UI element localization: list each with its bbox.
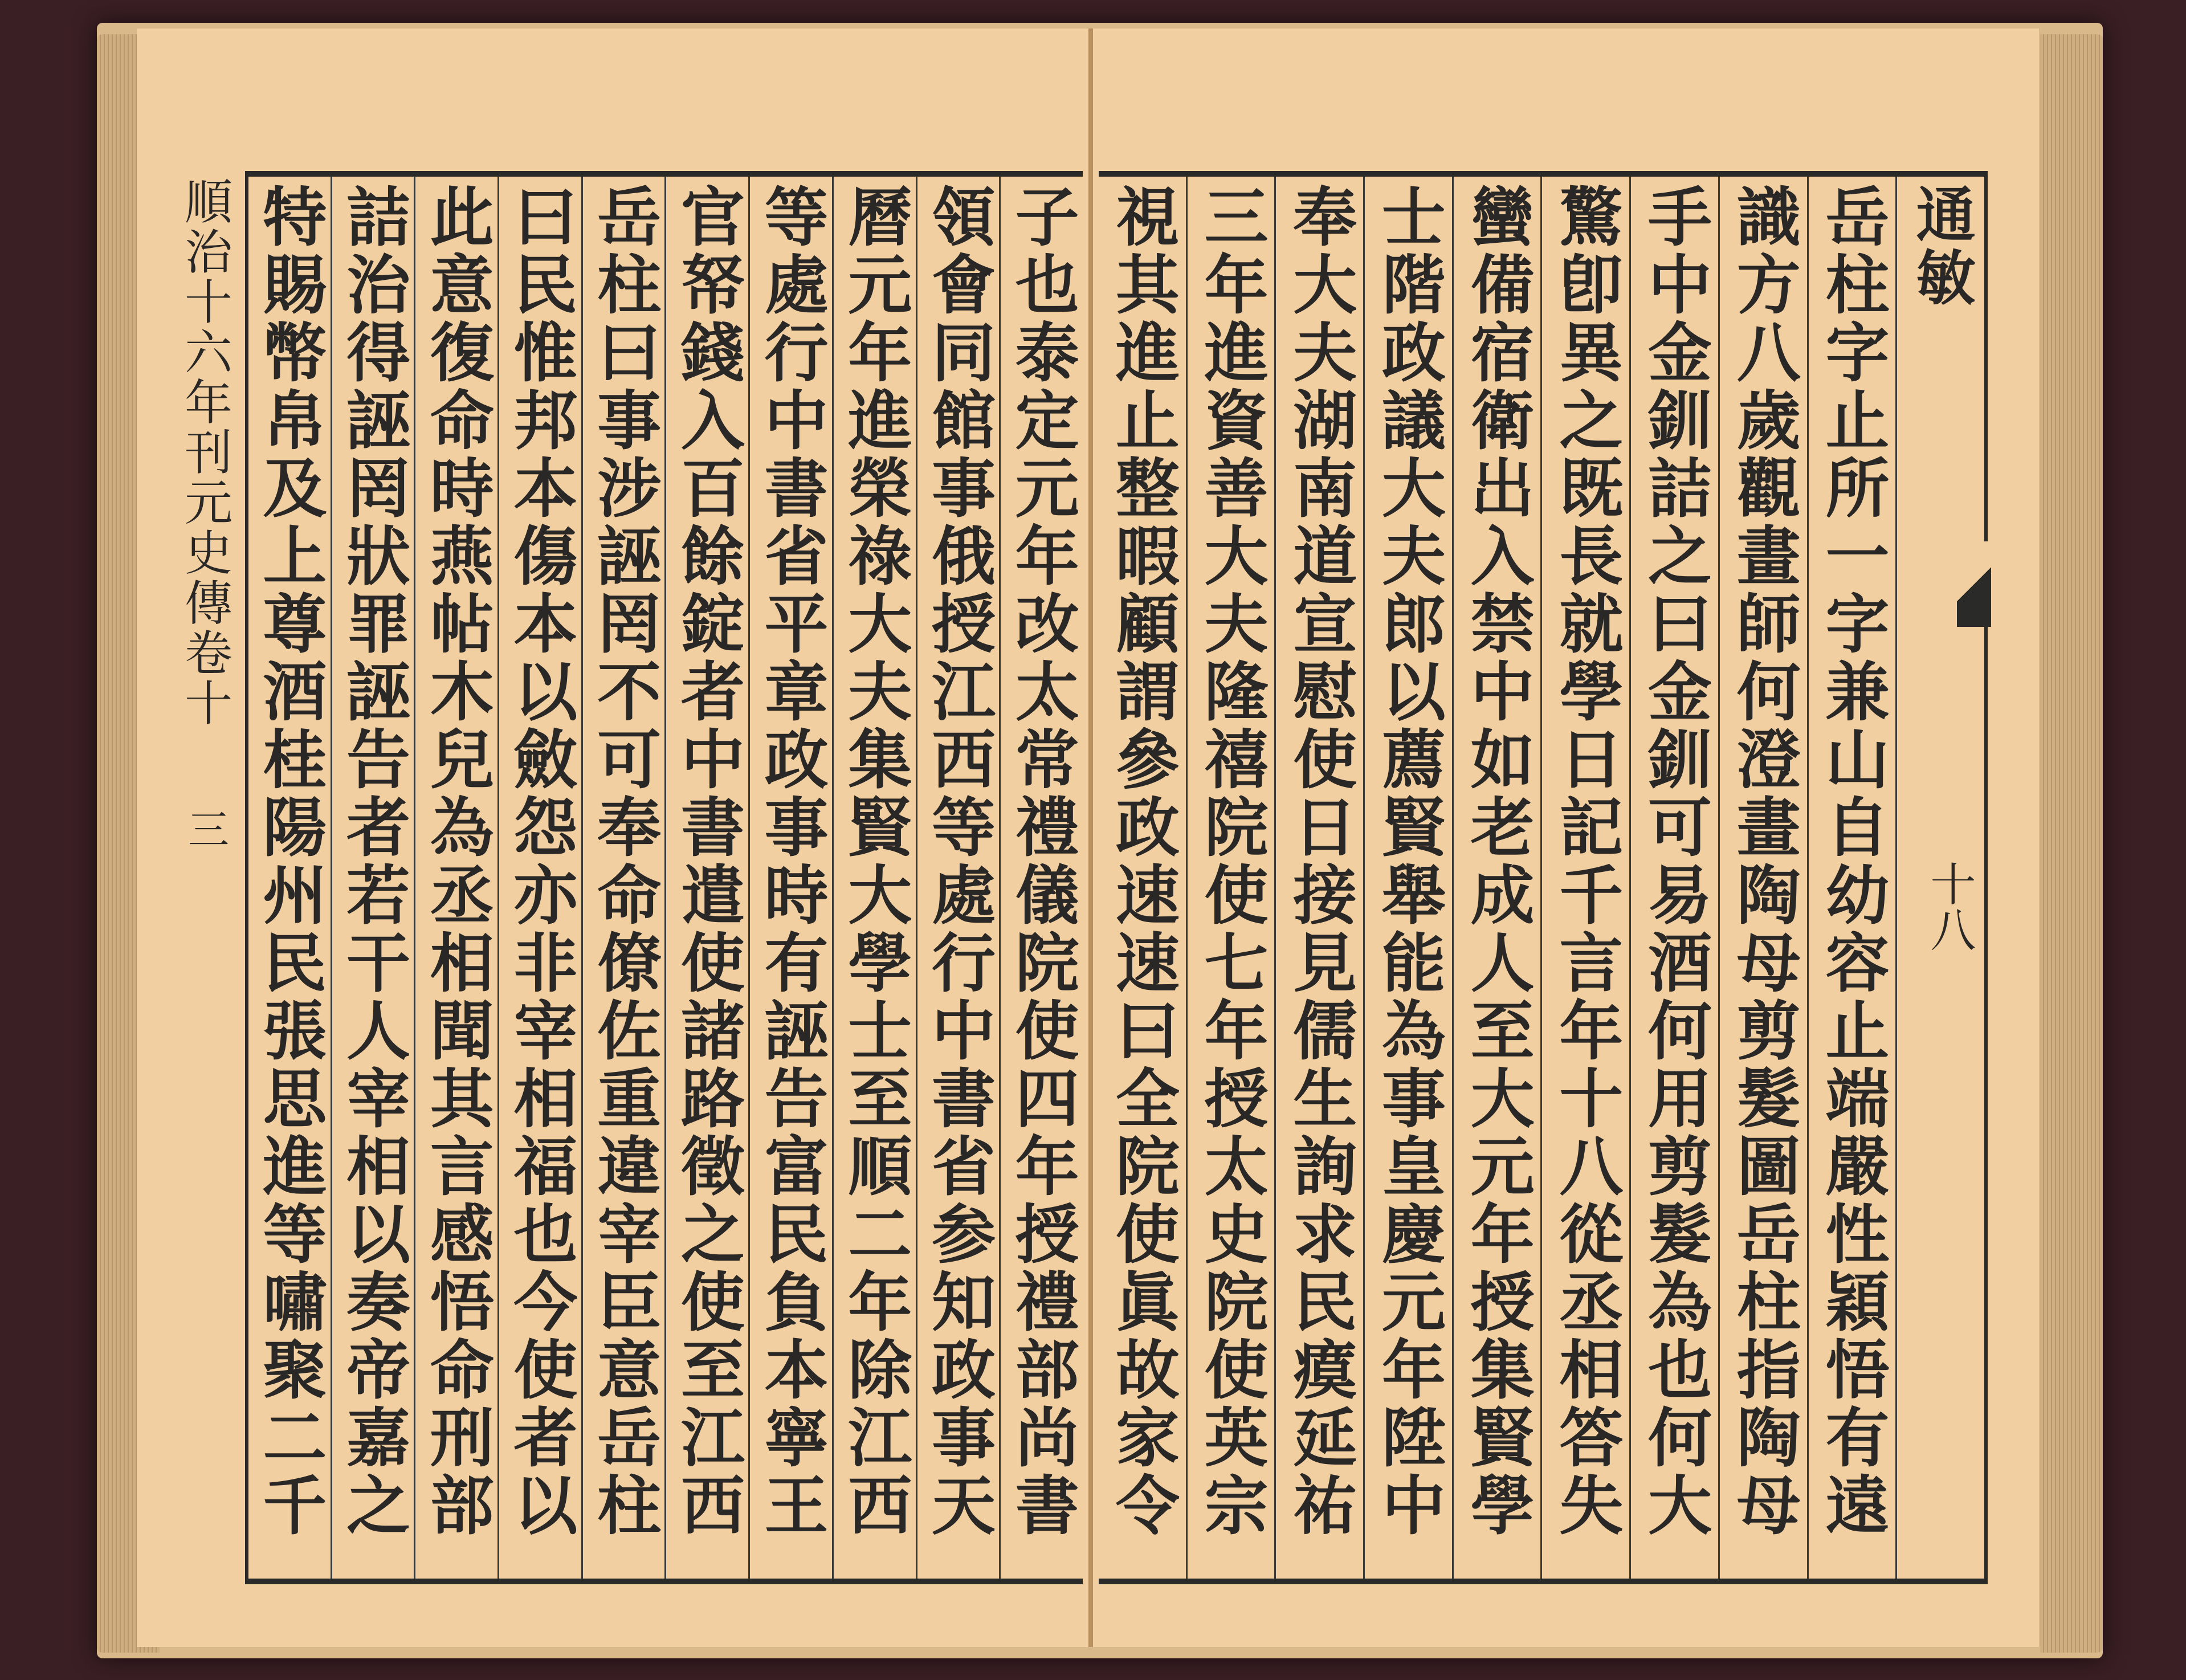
text-column: [581, 177, 665, 1579]
text-column: [1186, 177, 1275, 1579]
column-text: 驚卽異之既長就學日記千言年十八從丞相答失: [1548, 184, 1624, 1540]
column-text: 曰民惟邦本傷本以斂怨亦非宰相福也今使者以: [503, 184, 578, 1540]
right-page: [1093, 28, 2039, 1647]
column-text: 此意復命時燕帖木兒為丞相聞其言感悟命刑部: [419, 184, 495, 1540]
column-text: 等處行中書省平章政事時有誣告富民負本寧王: [754, 184, 829, 1540]
column-text: 識方八歲觀畫師何澄畫陶母剪髮圖岳柱指陶母: [1726, 184, 1801, 1540]
text-column: [414, 177, 497, 1579]
column-text: 奉大夫湖南道宣慰使日接見儒生詢求民瘼延祐: [1282, 184, 1357, 1540]
text-column: [916, 177, 1000, 1579]
column-text: 岳柱曰事涉誣罔不可奉命僚佐重違宰臣意岳柱: [586, 184, 662, 1540]
page-number: 三: [181, 808, 229, 849]
text-column: [331, 177, 414, 1579]
page-edges-right: [2040, 34, 2103, 1653]
column-text: 領會同館事俄授江西等處行中書省参知政事天: [921, 184, 996, 1540]
column-text: 官帑錢入百餘錠者中書遣使諸路徵之使至江西: [670, 184, 745, 1540]
right-text-columns: [1099, 177, 1984, 1579]
text-column: [1363, 177, 1452, 1579]
folio-number: 十八: [1923, 861, 1976, 952]
column-text: 曆元年進榮祿大夫集賢大學士至順二年除江西: [837, 184, 912, 1540]
fishtail-marker: [1957, 541, 1991, 627]
column-text: 士階政議大夫郎以薦賢舉能為事皇慶元年陞中: [1371, 184, 1446, 1540]
text-column: [248, 177, 331, 1579]
text-column: [1274, 177, 1363, 1579]
text-column: [1099, 177, 1186, 1579]
text-column: [497, 177, 581, 1579]
column-text: 子也泰定元年改太常禮儀院使四年授禮部尚書: [1005, 184, 1080, 1540]
column-text: 特賜幣帛及上尊酒桂陽州民張思進等嘯聚二千: [252, 184, 327, 1540]
column-text: 蠻備宿衛出入禁中如老成人至大元年授集賢學: [1460, 184, 1535, 1540]
column-text: 岳柱字止所一字兼山自幼容止端嚴性穎悟有遠: [1814, 184, 1890, 1540]
left-text-frame: [245, 171, 1083, 1584]
text-column: [1629, 177, 1718, 1579]
left-text-columns: [248, 177, 1083, 1579]
left-page-margin: [165, 177, 247, 1579]
text-column: [832, 177, 916, 1579]
section-heading: 通敏: [1906, 184, 1976, 310]
text-column: [1718, 177, 1807, 1579]
left-page: [137, 28, 1093, 1647]
text-column: [1452, 177, 1541, 1579]
column-text: 詰治得誣罔狀罪誣告者若干人宰相以奏帝嘉之: [336, 184, 411, 1540]
open-book: [97, 23, 2103, 1658]
text-column: [748, 177, 832, 1579]
text-column: [1807, 177, 1896, 1579]
volume-title: 元史傳卷十: [177, 478, 233, 728]
column-text: 視其進止整暇顧謂參政速速曰全院使眞故家令: [1105, 184, 1180, 1540]
right-text-frame: [1099, 171, 1988, 1584]
column-text: 手中金釧詰之曰金釧可易酒何用剪髮為也何大: [1637, 184, 1712, 1540]
column-text: 三年進資善大夫隆禧院使七年授太史院使英宗: [1194, 184, 1269, 1540]
edition-note: 順治十六年刊: [177, 177, 233, 478]
text-column: [664, 177, 748, 1579]
text-column: [1540, 177, 1629, 1579]
text-column: [999, 177, 1083, 1579]
